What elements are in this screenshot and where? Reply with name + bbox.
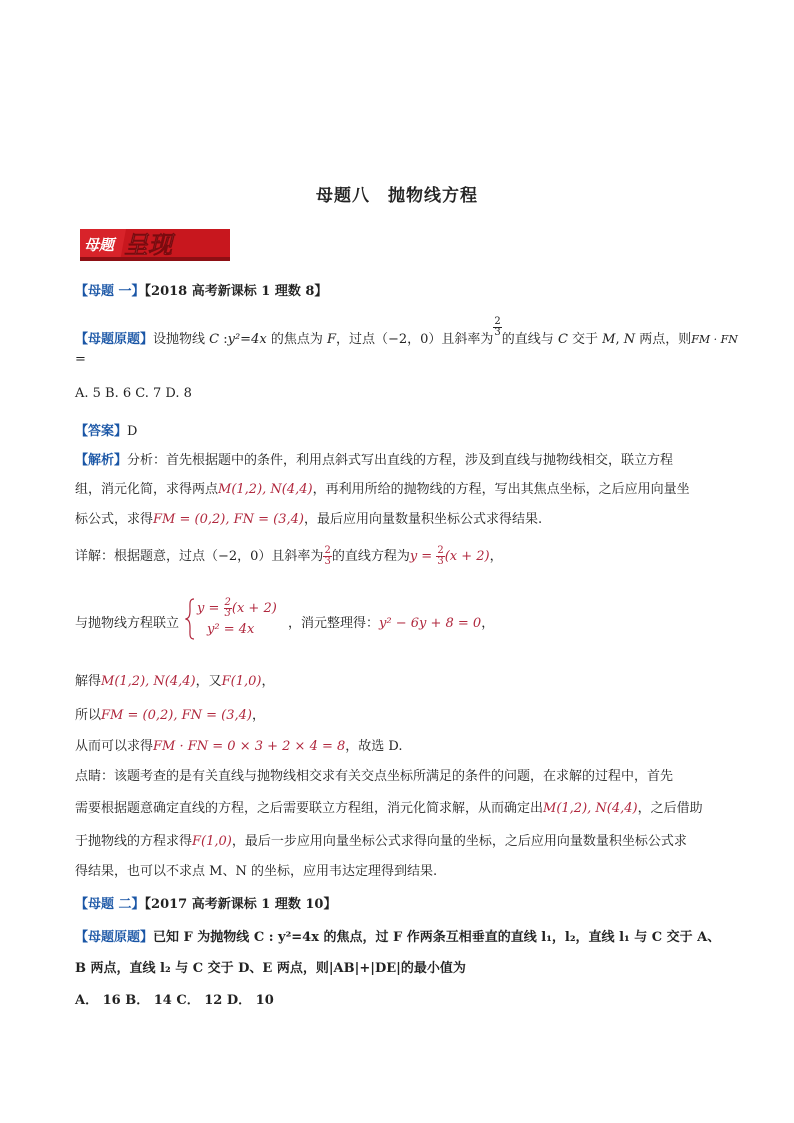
note-line-4: 得结果，也可以不求点 M、N 的坐标，应用韦达定理得到结果. xyxy=(75,864,438,879)
system-result: ，消元整理得：y² − 6y + 8 = 0， xyxy=(288,616,495,631)
so-line: 所以FM = (0,2), FN = (3,4)， xyxy=(75,708,265,723)
problem1-source: 【2018 高考新课标 1 理数 8】 xyxy=(144,284,328,299)
problem2-source: 【2017 高考新课标 1 理数 10】 xyxy=(144,897,337,912)
analysis-line-2: 组，消元化简，求得两点M(1,2), N(4,4)，再利用所给的抛物线的方程，写出其焦点坐标，之后应用向量坐 xyxy=(75,482,690,497)
problem2-question-tag: 【母题原题】 xyxy=(75,930,154,945)
page-title: 母题八 抛物线方程 xyxy=(316,186,478,206)
problem2-options: A． 16 B． 14 C． 12 D． 10 xyxy=(75,993,274,1008)
banner-left-text: 母题 xyxy=(84,236,115,254)
problem1-question: 【母题原题】设抛物线 C :y²=4x 的焦点为 F，过点（−2，0）且斜率为 $\frac{2}{3}$ 的直线与 C 交于 M, N 两点，则FM · FN xyxy=(75,316,738,347)
note-line-3: 于抛物线的方程求得F(1,0)，最后一步应用向量坐标公式求得向量的坐标，之后应用向量数量积坐标公式求 xyxy=(75,834,687,849)
banner-right-text: 呈现 xyxy=(124,231,172,259)
system-eq-1: y = $\frac{2}{3}$ (x + 2) xyxy=(197,597,277,619)
equation-system xyxy=(185,598,275,640)
answer-tag: 【答案】 xyxy=(75,424,128,439)
problem2-tag: 【母题 二】 xyxy=(75,897,145,912)
detail-line: 详解：根据题意，过点（−2，0）且斜率为 $\frac{2}{3}$ 的直线方程为y = $\frac{2}{3}$ (x + 2)， xyxy=(75,545,503,567)
note-line-2: 需要根据题意确定直线的方程，之后需要联立方程组，消元化简求解，从而确定出M(1,2), N(4,4)，之后借助 xyxy=(75,801,703,816)
section-banner xyxy=(80,229,230,261)
question-equals: = xyxy=(75,352,86,367)
problem1-tag: 【母题 一】 xyxy=(75,284,145,299)
detail-fraction-1: $\frac{2}{3}$ xyxy=(324,545,331,567)
answer-value: D xyxy=(127,424,138,439)
analysis-line-1: 【解析】分析：首先根据题中的条件，利用点斜式写出直线的方程，涉及到直线与抛物线相交，联立方程 xyxy=(75,453,674,468)
brace-icon xyxy=(185,598,195,640)
problem1-header xyxy=(75,280,327,299)
system-line: 与抛物线方程联立 xyxy=(75,616,180,631)
problem1-options: A. 5 B. 6 C. 7 D. 8 xyxy=(75,386,192,401)
system-eq-2: y² = 4x xyxy=(207,622,255,637)
problem2-question-line-2: B 两点，直线 l₂ 与 C 交于 D、E 两点，则|AB|+|DE|的最小值为 xyxy=(75,961,466,976)
answer-line xyxy=(75,420,137,439)
solution-line: 解得M(1,2), N(4,4)，又F(1,0)， xyxy=(75,674,275,689)
detail-fraction-2: $\frac{2}{3}$ xyxy=(437,545,444,567)
slope-fraction: $\frac{2}{3}$ xyxy=(494,316,501,338)
analysis-line-3: 标公式，求得FM = (0,2), FN = (3,4)，最后应用向量数量积坐标公式求得结果. xyxy=(75,512,543,527)
vector-product: FM · FN xyxy=(691,333,738,346)
problem2-header xyxy=(75,893,336,912)
problem2-question-line-1: 【母题原题】已知 F 为抛物线 C : y²=4x 的焦点，过 F 作两条互相垂直的直线 l₁，l₂，直线 l₁ 与 C 交于 A、 xyxy=(75,930,721,945)
analysis-tag: 【解析】 xyxy=(75,453,128,468)
question-tag: 【母题原题】 xyxy=(75,332,154,347)
note-line-1: 点睛：该题考查的是有关直线与抛物线相交求有关交点坐标所满足的条件的问题，在求解的过程中，首先 xyxy=(75,769,674,784)
result-line: 从而可以求得FM · FN = 0 × 3 + 2 × 4 = 8，故选 D. xyxy=(75,739,403,754)
